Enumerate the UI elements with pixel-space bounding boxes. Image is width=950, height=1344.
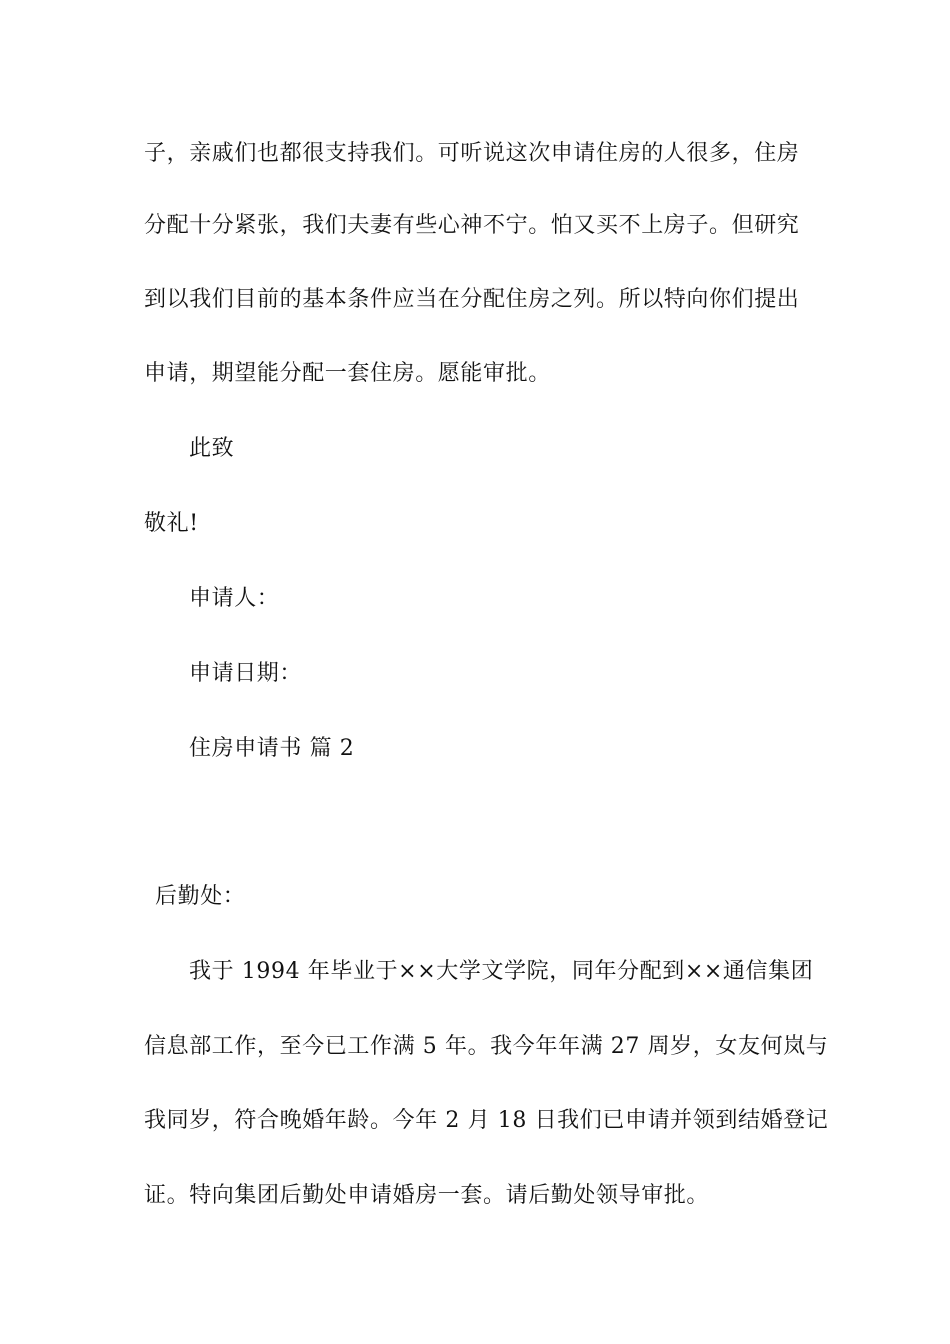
paragraph-line: 证。特向集团后勤处申请婚房一套。请后勤处领导审批。	[144, 1183, 710, 1208]
paragraph-line: 信息部工作，至今已工作满 5 年。我今年年满 27 周岁，女友何岚与	[144, 1034, 829, 1059]
applicant-label: 申请人：	[189, 586, 280, 611]
section-title: 住房申请书 篇 2	[189, 736, 355, 761]
paragraph-line: 申请，期望能分配一套住房。愿能审批。	[144, 361, 551, 386]
closing-text: 此致	[189, 436, 235, 461]
paragraph-line: 我于 1994 年毕业于××大学文学院，同年分配到××通信集团	[189, 959, 814, 984]
salute-text: 敬礼!	[144, 511, 199, 536]
paragraph-line: 到以我们目前的基本条件应当在分配住房之列。所以特向你们提出	[144, 287, 800, 312]
paragraph-line: 我同岁，符合晚婚年龄。今年 2 月 18 日我们已申请并领到结婚登记	[144, 1108, 829, 1133]
paragraph-line: 子，亲戚们也都很支持我们。可听说这次申请住房的人很多，住房	[144, 141, 800, 166]
addressee: 后勤处：	[155, 884, 246, 909]
date-label: 申请日期：	[189, 661, 303, 686]
paragraph-line: 分配十分紧张，我们夫妻有些心神不宁。怕又买不上房子。但研究	[144, 213, 800, 238]
